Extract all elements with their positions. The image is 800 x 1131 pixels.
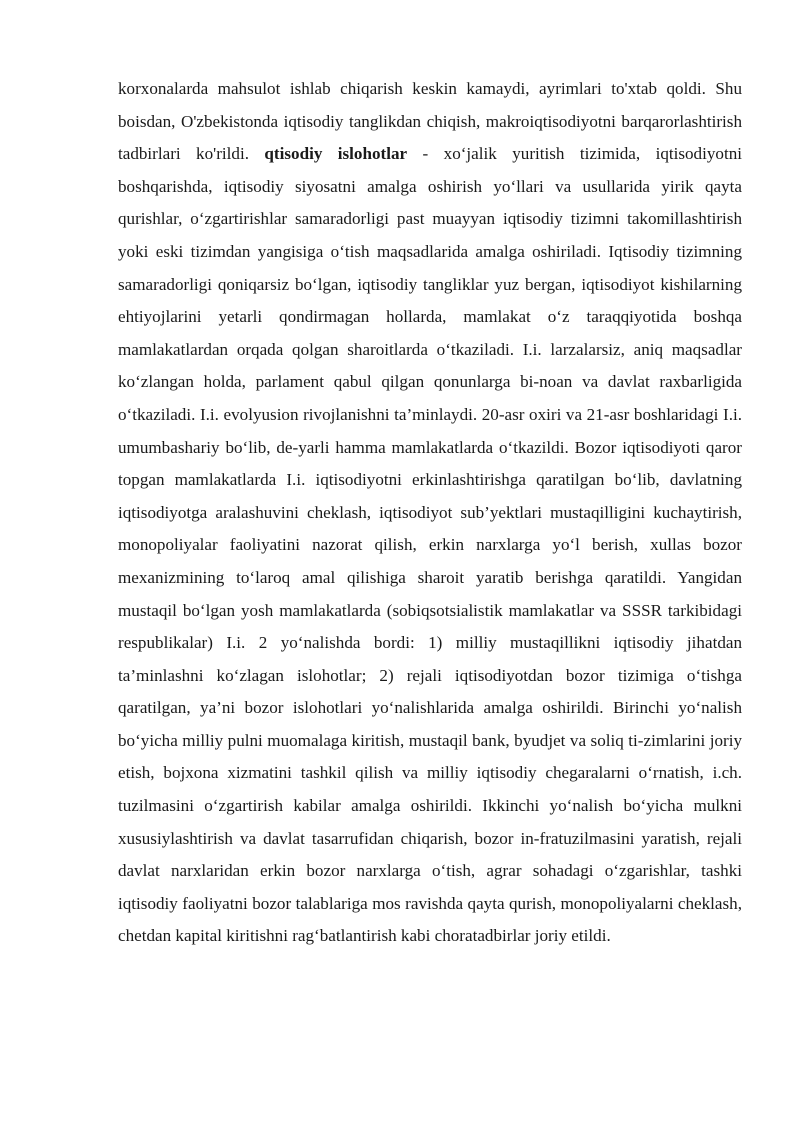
body-paragraph	[118, 73, 742, 953]
paragraph-text-before-term: korxonalarda mahsulot ishlab chiqarish keskin kamaydi, ayrimlari to'xtab qoldi. Shu boisdan, O'zbekistonda iqtisodiy tanglikdan chiqish, makroiqtisodiyotni barqarorlashtirish tadbirlari ko'rildi.	[118, 79, 742, 164]
document-body	[118, 73, 742, 953]
paragraph-text-after-term: - xo‘jalik yuritish tizimida, iqtisodiyotni boshqarishda, iqtisodiy siyosatni amalga oshirish yo‘llari va usullarida yirik qayta qurishlar, o‘zgartirishlar samaradorligi past muayyan iqtisodiy tizimni takomillashtirish yoki eski tizimdan yangisiga o‘tish maqsadlarida amalga oshiriladi. Iqtisodiy tizimning samaradorligi qoniqarsiz bo‘lgan, iqtisodiy tangliklar yuz bergan, iqtisodiyot kishilarning ehtiyojlarini yetarli qondirmagan hollarda, mamlakat o‘z taraqqiyotida boshqa mamlakatlardan orqada qolgan sharoitlarda o‘tkaziladi. I.i. larzalarsiz, aniq maqsadlar ko‘zlangan holda, parlament qabul qilgan qonunlarga bi-noan va davlat raxbarligida o‘tkaziladi. I.i. evolyusion rivojlanishni ta’minlaydi. 20-asr oxiri va 21-asr boshlaridagi I.i. umumbashariy bo‘lib, de-yarli hamma mamlakatlarda o‘tkazildi. Bozor iqtisodiyoti qaror topgan mamlakatlarda I.i. iqtisodiyotni erkinlashtirishga qaratilgan bo‘lib, davlatning iqtisodiyotga aralashuvini cheklash, iqtisodiyot sub’yektlari mustaqilligini kuchaytirish, monopoliyalar faoliyatini nazorat qilish, erkin narxlarga yo‘l berish, xullas bozor mexanizmining to‘laroq amal qilishiga sharoit yaratib berishga qaratildi. Yangidan mustaqil bo‘lgan yosh mamlakatlarda (sobiqsotsialistik mamlakatlar va SSSR tarkibidagi respublikalar) I.i. 2 yo‘nalishda bordi: 1) milliy mustaqillikni iqtisodiy jihatdan ta’minlashni ko‘zlagan islohotlar; 2) rejali iqtisodiyotdan bozor tizimiga o‘tishga qaratilgan, ya’ni bozor islohotlari yo‘nalishlarida amalga oshirildi. Birinchi yo‘nalish bo‘yicha milliy pulni muomalaga kiritish, mustaqil bank, byudjet va soliq ti-zimlarini joriy etish, bojxona xizmatini tashkil qilish va milliy iqtisodiy chegaralarni o‘rnatish, i.ch. tuzilmasini o‘zgartirish kabilar amalga oshirildi. Ikkinchi yo‘nalish bo‘yicha mulkni xususiylashtirish va davlat tasarrufidan chiqarish, bozor in-fratuzilmasini yaratish, rejali davlat narxlaridan erkin bozor narxlarga o‘tish, agrar sohadagi o‘zgarishlar, tashki iqtisodiy faoliyatni bozor talablariga mos ravishda qayta qurish, monopoliyalarni cheklash, chetdan kapital kiritishni rag‘batlantirish kabi choratadbirlar joriy etildi.	[118, 144, 742, 946]
bold-term: qtisodiy islohotlar	[264, 144, 408, 164]
